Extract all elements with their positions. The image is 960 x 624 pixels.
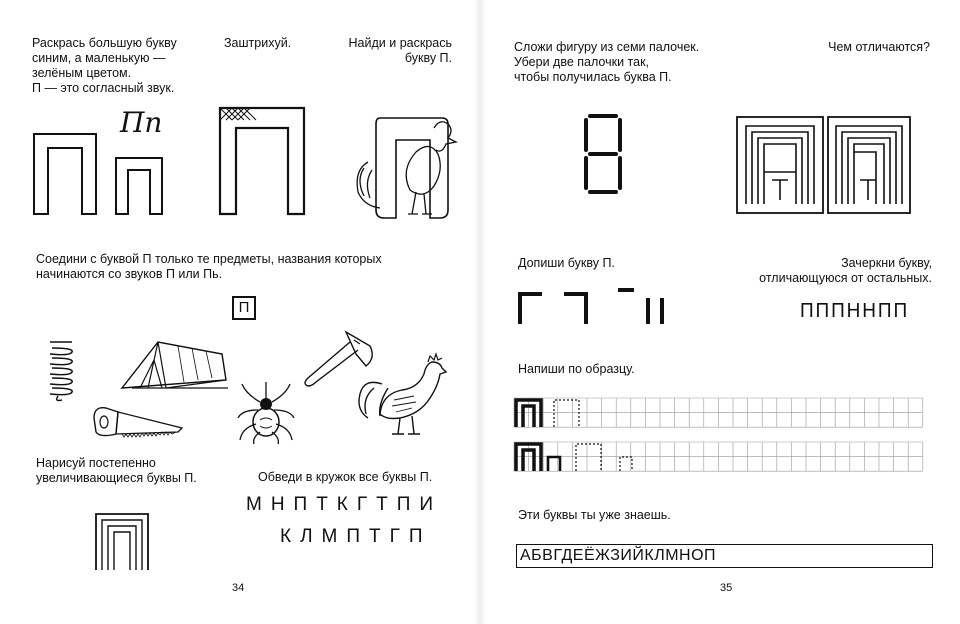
cursive-sample: Пп	[120, 106, 163, 139]
rooster-icon	[354, 354, 446, 440]
task-color-text: Раскрась большую букву синим, а маленькую — зелёным цветом. П — это согласный звук.	[32, 36, 177, 95]
saw-icon	[92, 404, 184, 446]
spring-icon	[44, 338, 80, 402]
task-find-text: Найди и раскрась букву П.	[348, 36, 452, 65]
difference-boxes	[736, 116, 912, 214]
rooster-hidden-letter-icon	[350, 110, 460, 225]
nested-letter-p	[94, 512, 150, 572]
task-finish-text: Допиши букву П.	[518, 256, 615, 270]
sample-letter	[548, 457, 560, 471]
task-hatch-text: Заштрихуй.	[224, 36, 292, 50]
right-page	[480, 0, 960, 624]
task-copy-text: Напиши по образцу.	[518, 362, 635, 376]
page-number-right: 35	[720, 582, 733, 594]
hatch-letter-p	[218, 104, 308, 216]
page-number-left: 34	[232, 582, 245, 594]
task-known-text: Эти буквы ты уже знаешь.	[518, 508, 671, 522]
seven-sticks-figure	[582, 112, 626, 196]
task-strike-text: Зачеркни букву, отличающуюся от остальных.	[759, 256, 932, 285]
task-connect-text: Соедини с буквой П только те предметы, названия которых начинаются со звуков П или Пь.	[36, 252, 382, 281]
task-circle-text: Обведи в кружок все буквы П.	[258, 470, 433, 484]
dotted-letter-guide	[620, 457, 632, 471]
tent-icon	[118, 332, 230, 394]
task-diff-text: Чем отличаются?	[828, 40, 930, 54]
writing-grid	[514, 396, 934, 478]
task-sticks-text: Сложи фигуру из семи палочек. Убери две палочки так, чтобы получилась буква П.	[514, 40, 700, 84]
spider-icon	[236, 378, 296, 444]
task-draw-text: Нарисуй постепенно увеличивающиеся буквы П.	[36, 456, 197, 485]
dotted-letter-guide	[576, 444, 601, 471]
circle-row-2: КЛМПТГП	[280, 526, 432, 547]
circle-row-1: МНПТКГТПИ	[246, 494, 443, 515]
odd-letter-row: ПППННПП	[800, 300, 910, 322]
connect-letter-box: П	[232, 296, 256, 320]
known-letters-box: АБВГДЕЁЖЗИЙКЛМНОП	[516, 544, 933, 568]
finish-letter-strokes	[516, 288, 676, 324]
